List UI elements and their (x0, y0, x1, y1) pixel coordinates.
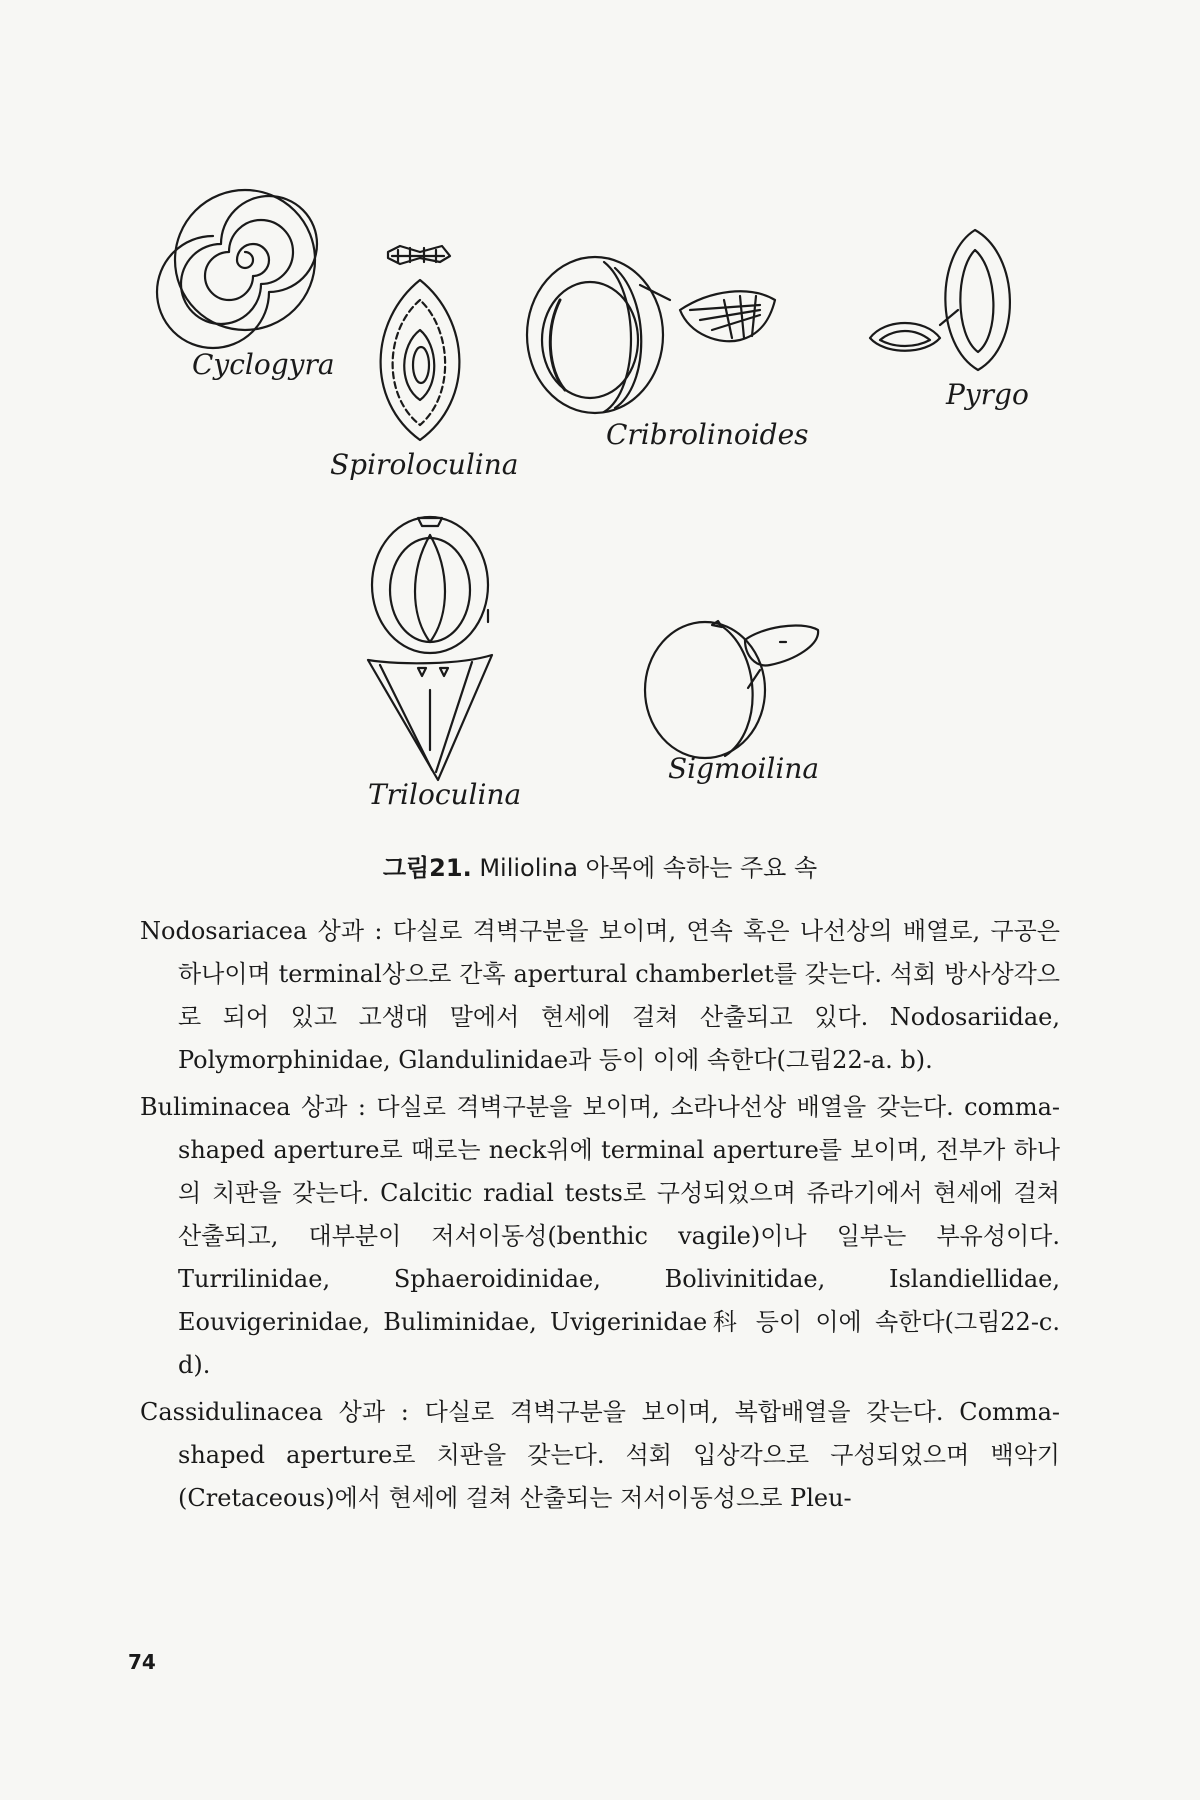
figure-caption-text: Miliolina 아목에 속하는 주요 속 (479, 854, 818, 882)
figure-number: 그림21. (382, 854, 472, 882)
paragraph-nodosariacea: Nodosariacea 상과 : 다실로 격벽구분을 보이며, 연속 혹은 나선상의 배열로, 구공은 하나이며 terminal상으로 간혹 apertural chamberlet를 갖는다. 석회 방사상각으로 되어 있고 고생대 말에서 현세에 걸쳐 산출되고 있다. Nodosariidae, Polymorphinidae, Glandulinidae과 등이 이에 속한다(그림22-a. b). (140, 917, 1060, 1074)
triloculina-drawing (368, 517, 492, 780)
paragraph-buliminacea: Buliminacea 상과 : 다실로 격벽구분을 보이며, 소라나선상 배열을 갖는다. comma-shaped aperture로 때로는 neck위에 terminal aperture를 보이며, 전부가 하나의 치판을 갖는다. Calcitic radial tests로 구성되었으며 쥬라기에서 현세에 걸쳐 산출되고, 대부분이 저서이동성(benthic vagile)이나 일부는 부유성이다. Turrilinidae, Sphaeroidinidae, Bolivinitidae, Islandiellidae, Eouvigerinidae, Buliminidae, Uvigerinidae科 등이 이에 속한다(그림22-c. d). (140, 1093, 1060, 1379)
figure-caption (0, 848, 1200, 883)
page-number: 74 (128, 1650, 156, 1674)
sigmoilina-label: Sigmoilina (668, 752, 820, 785)
pyrgo-label: Pyrgo (946, 378, 1029, 411)
spiroloculina-label: Spiroloculina (330, 448, 519, 481)
triloculina-label: Triloculina (368, 778, 522, 811)
paragraph-cassidulinacea: Cassidulinacea 상과 : 다실로 격벽구분을 보이며, 복합배열을 갖는다. Comma-shaped aperture로 치판을 갖는다. 석회 입상각으로 구성되었으며 백악기(Cretaceous)에서 현세에 걸쳐 산출되는 저서이동성으로 Pleu- (140, 1398, 1060, 1512)
cribrolinoides-label: Cribrolinoides (606, 418, 809, 451)
cyclogyra-label: Cyclogyra (192, 348, 335, 381)
spiroloculina-drawing (381, 246, 460, 440)
miliolina-genera-illustration (0, 0, 1200, 840)
sigmoilina-drawing (645, 621, 818, 758)
cribrolinoides-drawing (527, 257, 775, 413)
pyrgo-drawing (870, 230, 1010, 370)
body-text (140, 910, 1060, 1524)
cyclogyra-drawing (157, 190, 317, 348)
